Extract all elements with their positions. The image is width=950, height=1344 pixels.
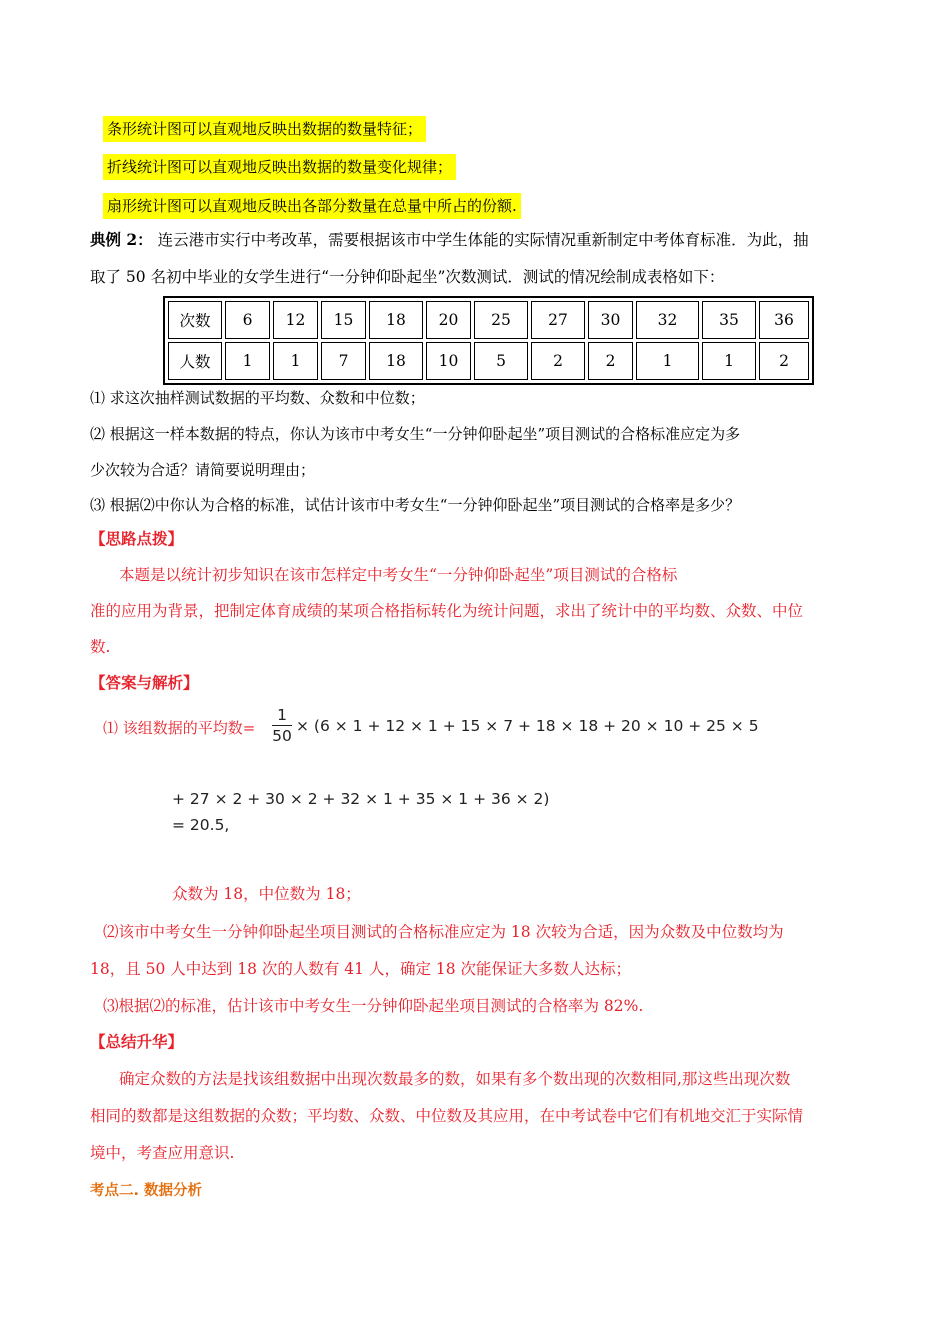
hint-line-3: 数. bbox=[90, 638, 111, 656]
mode-median-result: 众数为 18，中位数为 18； bbox=[172, 885, 361, 903]
example-line-2: 取了 50 名初中毕业的女学生进行“一分钟仰卧起坐”次数测试．测试的情况绘制成表格如下： bbox=[90, 268, 725, 286]
answer-2-line-2: 18，且 50 人中达到 18 次的人数有 41 人，确定 18 次能保证大多数人达标； bbox=[90, 960, 632, 978]
table-row bbox=[168, 342, 809, 380]
answer-mean-label: ⑴ 该组数据的平均数= bbox=[103, 719, 256, 737]
question-1: ⑴ 求这次抽样测试数据的平均数、众数和中位数； bbox=[90, 389, 425, 407]
fraction-1-over-50 bbox=[272, 706, 292, 745]
question-3: ⑶ 根据⑵中你认为合格的标准，试估计该市中考女生“一分钟仰卧起坐”项目测试的合格率是多少？ bbox=[90, 496, 741, 514]
table-cell: 12 bbox=[273, 301, 318, 339]
table-cell: 6 bbox=[225, 301, 270, 339]
table-cell: 27 bbox=[531, 301, 585, 339]
table-row-label: 人数 bbox=[168, 342, 222, 380]
table-cell: 32 bbox=[636, 301, 699, 339]
table-cell: 1 bbox=[273, 342, 318, 380]
table-cell: 35 bbox=[702, 301, 756, 339]
mean-expression-1: × (6 × 1 + 12 × 1 + 15 × 7 + 18 × 18 + 20 × 10 + 25 × 5 bbox=[296, 717, 759, 735]
example-label: 典例 2： bbox=[90, 230, 153, 249]
question-2-line-2: 少次较为合适？请简要说明理由； bbox=[90, 461, 316, 479]
table-cell: 20 bbox=[426, 301, 471, 339]
summary-title: 【总结升华】 bbox=[90, 1032, 184, 1051]
answer-title: 【答案与解析】 bbox=[90, 673, 199, 692]
summary-line-3: 境中，考查应用意识. bbox=[90, 1144, 235, 1162]
fraction-bar bbox=[272, 725, 292, 726]
question-2-line-1: ⑵ 根据这一样本数据的特点，你认为该市中考女生“一分钟仰卧起坐”项目测试的合格标准应定为多 bbox=[90, 425, 741, 443]
mean-expression-2: + 27 × 2 + 30 × 2 + 32 × 1 + 35 × 1 + 36 × 2) bbox=[172, 790, 550, 808]
table-cell: 2 bbox=[759, 342, 809, 380]
fraction-denominator: 50 bbox=[272, 727, 292, 745]
table-cell: 18 bbox=[369, 342, 423, 380]
example-line-1 bbox=[90, 229, 809, 251]
hint-line-1: 本题是以统计初步知识在该市怎样定中考女生“一分钟仰卧起坐”项目测试的合格标 bbox=[119, 566, 678, 584]
table-cell: 18 bbox=[369, 301, 423, 339]
table-row-label: 次数 bbox=[168, 301, 222, 339]
hint-line-2: 准的应用为背景，把制定体育成绩的某项合格指标转化为统计问题，求出了统计中的平均数、众数、中位 bbox=[90, 602, 804, 620]
mean-result: = 20.5, bbox=[172, 816, 230, 834]
example-text-1: 连云港市实行中考改革，需要根据该市中学生体能的实际情况重新制定中考体育标准．为此，抽 bbox=[157, 231, 809, 249]
table-cell: 25 bbox=[474, 301, 528, 339]
table-cell: 1 bbox=[636, 342, 699, 380]
fraction-numerator: 1 bbox=[277, 706, 287, 724]
hint-title: 【思路点拨】 bbox=[90, 529, 184, 548]
table-cell: 2 bbox=[588, 342, 633, 380]
answer-2-line-1: ⑵该市中考女生一分钟仰卧起坐项目测试的合格标准应定为 18 次较为合适，因为众数及中位数均为 bbox=[103, 923, 784, 941]
summary-line-2: 相同的数都是这组数据的众数；平均数、众数、中位数及其应用，在中考试卷中它们有机地交汇于实际情 bbox=[90, 1107, 804, 1125]
summary-line-1: 确定众数的方法是找该组数据中出现次数最多的数，如果有多个数出现的次数相同,那这些出现次数 bbox=[119, 1070, 791, 1088]
table-cell: 5 bbox=[474, 342, 528, 380]
table-cell: 7 bbox=[321, 342, 366, 380]
table-cell: 2 bbox=[531, 342, 585, 380]
table-cell: 36 bbox=[759, 301, 809, 339]
highlight-bar-chart: 条形统计图可以直观地反映出数据的数量特征； bbox=[103, 116, 426, 142]
highlight-pie-chart: 扇形统计图可以直观地反映出各部分数量在总量中所占的份额. bbox=[103, 193, 521, 219]
highlight-line-chart: 折线统计图可以直观地反映出数据的数量变化规律； bbox=[103, 154, 456, 180]
answer-3: ⑶根据⑵的标准，估计该市中考女生一分钟仰卧起坐项目测试的合格率为 82%. bbox=[103, 997, 644, 1015]
table-cell: 1 bbox=[225, 342, 270, 380]
table-cell: 15 bbox=[321, 301, 366, 339]
data-table bbox=[163, 296, 814, 385]
table-cell: 30 bbox=[588, 301, 633, 339]
table-row bbox=[168, 301, 809, 339]
section-heading: 考点二. 数据分析 bbox=[90, 1183, 203, 1199]
table-cell: 1 bbox=[702, 342, 756, 380]
table-cell: 10 bbox=[426, 342, 471, 380]
